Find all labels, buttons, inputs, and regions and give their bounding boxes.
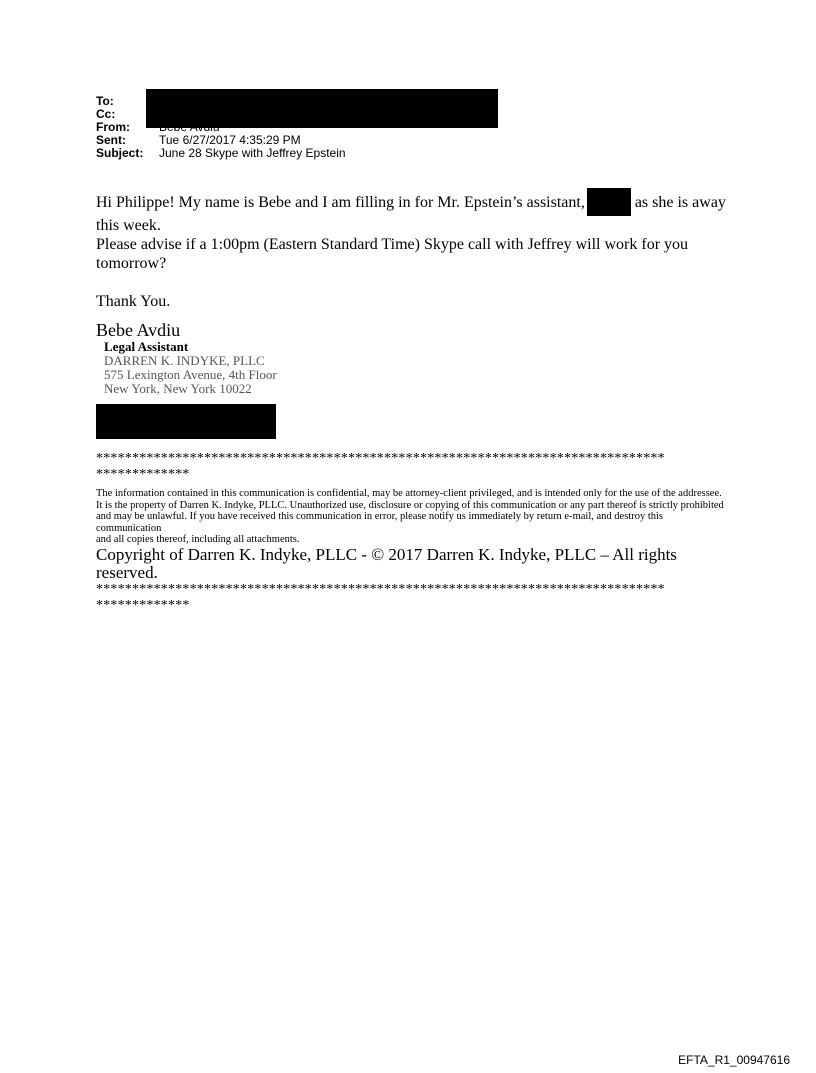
body-line-1 [96,188,726,216]
separator-stars-top-tail: ************* [96,467,190,482]
disclaimer-line-1: The information contained in this communication is confidential, may be attorney-client privileged, and is intended only for the use of the addressee. [96,488,722,499]
document-id: EFTA_R1_00947616 [678,1053,790,1067]
contact-redaction [96,404,276,439]
body-line-1-start: Hi Philippe! My name is Bebe and I am filling in for Mr. Epstein’s assistant, [96,194,585,211]
separator-stars-top: ******************************************************************************* [96,451,665,466]
signature-block [96,320,277,396]
confidentiality-disclaimer [96,488,726,546]
to-label: To: [96,94,114,108]
body-line-4: tomorrow? [96,255,167,272]
cc-label: Cc: [96,107,116,121]
signature-address-2: New York, New York 10022 [104,381,252,396]
separator-stars-bottom-tail: ************* [96,597,190,613]
assistant-name-redaction [587,188,631,216]
email-footer [96,451,726,614]
disclaimer-line-4: and all copies thereof, including all attachments. [96,534,300,545]
copyright-notice: Copyright of Darren K. Indyke, PLLC - © 2017 Darren K. Indyke, PLLC – All rights reserved. [96,544,677,582]
sent-label: Sent: [96,133,126,147]
body-line-1-end: as she is away [634,194,726,211]
sent-value: Tue 6/27/2017 4:35:29 PM [159,133,301,147]
signature-name: Bebe Avdiu [96,320,181,340]
signature-title: Legal Assistant [104,339,189,354]
signature-address-1: 575 Lexington Avenue, 4th Floor [104,367,277,382]
separator-stars-bottom: ******************************************************************************* [96,581,665,597]
disclaimer-line-2: It is the property of Darren K. Indyke, PLLC. Unauthorized use, disclosure or copying of this communication or any part thereof is strictly prohibited [96,499,724,511]
disclaimer-line-3: and may be unlawful. If you have received this communication in error, please notify us immediately by return e-mail, and destroy this communication [96,511,663,534]
email-body [96,188,726,311]
signature-firm: DARREN K. INDYKE, PLLC [104,353,265,368]
from-label: From: [96,120,130,134]
body-line-2: this week. [96,217,161,234]
subject-label: Subject: [96,146,144,160]
recipients-redaction [146,89,498,128]
body-line-3: Please advise if a 1:00pm (Eastern Standard Time) Skype call with Jeffrey will work for you [96,236,689,253]
subject-row [96,147,346,160]
body-thanks: Thank You. [96,293,171,310]
subject-value: June 28 Skype with Jeffrey Epstein [159,146,346,160]
